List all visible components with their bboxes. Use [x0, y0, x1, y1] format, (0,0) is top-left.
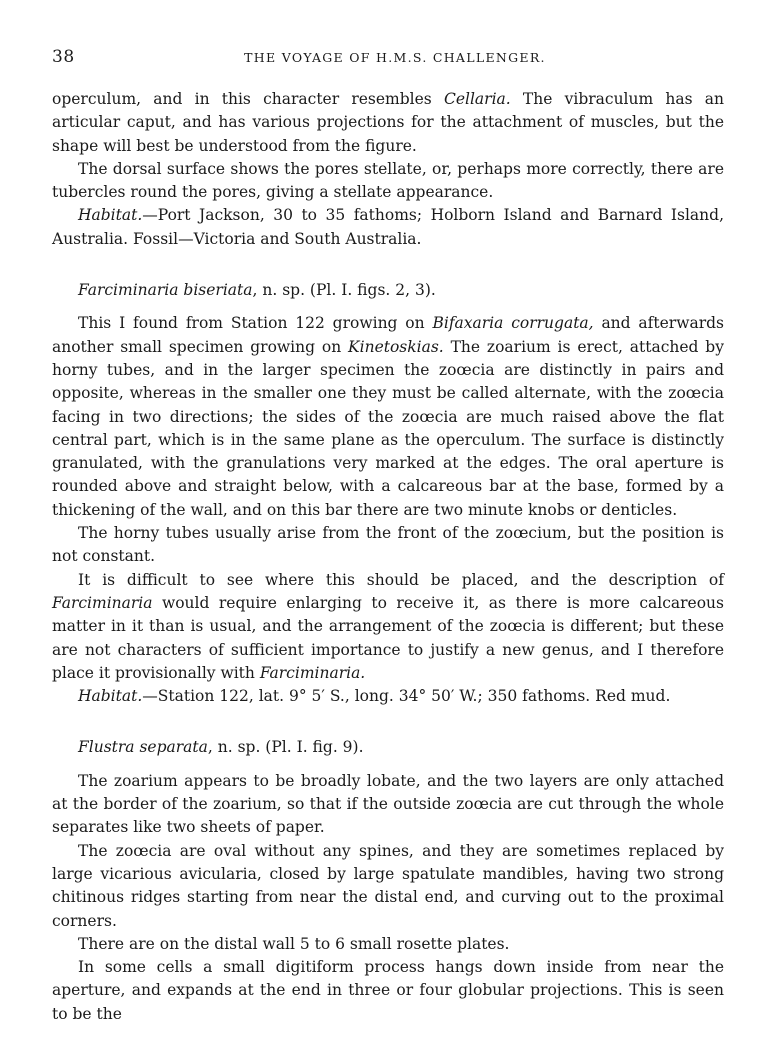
species-heading: Farciminaria biseriata, n. sp. (Pl. I. figs. 2, 3).	[78, 281, 436, 300]
paragraph: In some cells a small digitiform process hangs down inside from near the aperture, and expands at the end in three or four globular projections. This is seen to be the	[52, 958, 724, 1023]
paragraph: The zoœcia are oval without any spines, and they are sometimes replaced by large vicarious avicularia, closed by large spatulate mandibles, having two strong chitinous ridges starting from near the distal end, and curving out to the proximal corners.	[52, 841, 724, 930]
page-number: 38	[52, 47, 75, 67]
habitat-paragraph: Habitat.—Port Jackson, 30 to 35 fathoms; Holborn Island and Barnard Island, Australia. Fossil—Victoria and South Australia.	[52, 206, 724, 248]
habitat-paragraph: Habitat.—Station 122, lat. 9° 5′ S., long. 34° 50′ W.; 350 fathoms. Red mud.	[78, 687, 671, 706]
paragraph: The dorsal surface shows the pores stellate, or, perhaps more correctly, there are tubercles round the pores, giving a stellate appearance.	[52, 159, 724, 202]
paragraph: This I found from Station 122 growing on Bifaxaria corrugata, and afterwards another small specimen growing on Kinetoskias. The zoarium is erect, attached by horny tubes, and in the larger specimen the zoœcia are distinctly in pairs and opposite, whereas in the smaller one they must be called alternate, with the zoœcia facing in two directions; the sides of the zoœcia are much raised above the flat central part, which is in the same plane as the operculum. The surface is distinctly granulated, with the granulations very marked at the edges. The oral aperture is rounded above and straight below, with a calcareous bar at the base, formed by a thickening of the wall, and on this bar there are two minute knobs or denticles.	[52, 314, 725, 519]
paragraph: The zoarium appears to be broadly lobate, and the two layers are only attached at the border of the zoarium, so that if the outside zoœcia are cut through the whole separates like two sheets of paper.	[52, 771, 724, 837]
paragraph: The horny tubes usually arise from the front of the zoœcium, but the position is not constant.	[52, 524, 724, 566]
paragraph: There are on the distal wall 5 to 6 small rosette plates.	[78, 934, 510, 953]
paragraph: operculum, and in this character resembles Cellaria. The vibraculum has an articular caput, and has various projections for the attachment of muscles, but the shape will best be understood from the figure.	[52, 90, 725, 155]
running-title: THE VOYAGE OF H.M.S. CHALLENGER.	[244, 50, 546, 65]
body-text	[52, 88, 724, 1026]
species-heading: Flustra separata, n. sp. (Pl. I. fig. 9).	[78, 738, 364, 757]
paragraph: It is difficult to see where this should be placed, and the description of Farciminaria would require enlarging to receive it, as there is more calcareous matter in it than is usual, and the arrangement of the zoœcia is different; but these are not characters of sufficient importance to justify a new genus, and I therefore place it provisionally with Farciminaria.	[52, 570, 724, 682]
